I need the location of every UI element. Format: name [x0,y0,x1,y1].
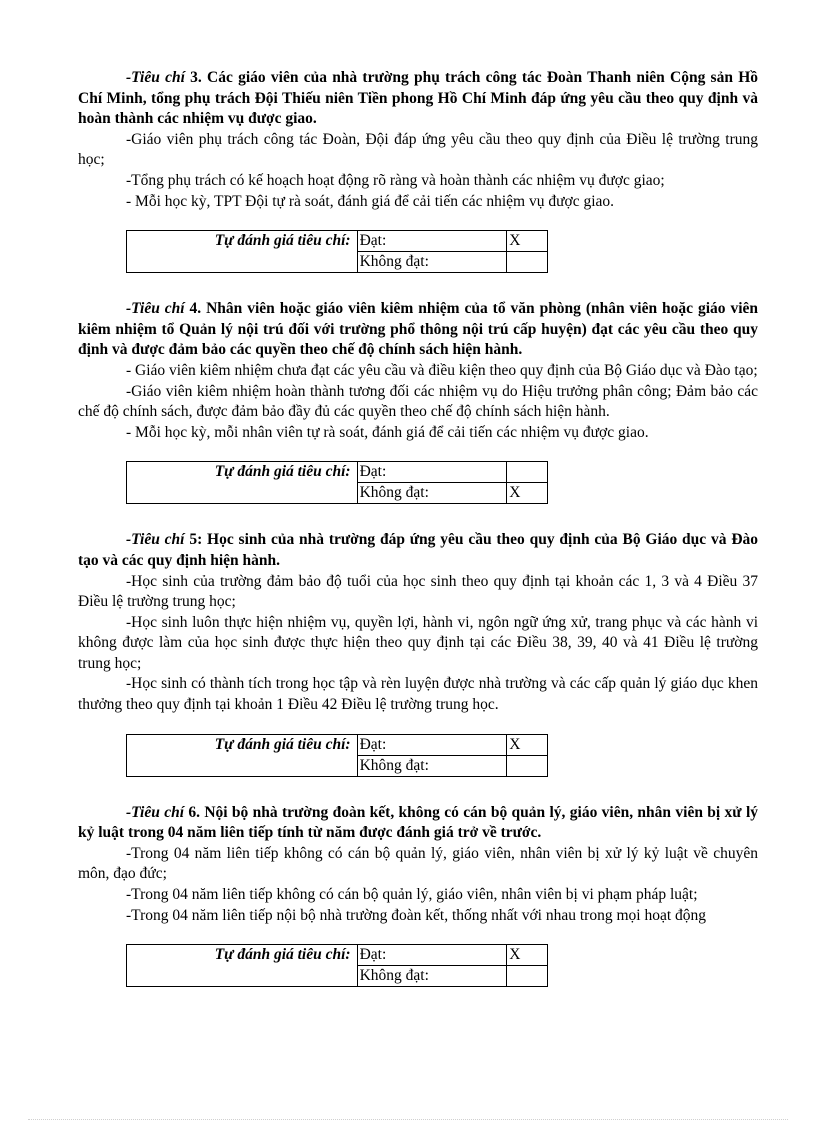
criterion-label: -Tiêu chí [126,531,185,549]
criterion-title: . Nhân viên hoặc giáo viên kiêm nhiệm của tổ văn phòng (nhân viên hoặc giáo viên kiêm nhiệm tổ Quản lý nội trú đối với trường phổ thông nội trú cấp huyện) đạt các yêu cầu theo quy định và được đảm bảo các quyền theo chế độ chính sách hiện hành. [78,300,759,359]
fail-mark [507,755,548,776]
pass-mark: X [507,231,548,252]
criterion-heading [78,68,758,130]
fail-option: Không đạt: [357,483,507,504]
fail-option: Không đạt: [357,755,507,776]
fail-mark: X [507,483,548,504]
criterion-item: - Giáo viên kiêm nhiệm chưa đạt các yêu cầu và điều kiện theo quy định của Bộ Giáo dục và Đào tạo; [126,361,758,379]
self-evaluation-table [126,734,548,777]
criterion-item: -Giáo viên phụ trách công tác Đoàn, Đội đáp ứng yêu cầu theo quy định của Điều lệ trường trung học; [78,130,758,169]
self-evaluation-table [126,944,548,987]
criterion-label: -Tiêu chí [126,803,185,821]
fail-option: Không đạt: [357,252,507,273]
criterion-title: . Nội bộ nhà trường đoàn kết, không có cán bộ quản lý, giáo viên, nhân viên bị xử lý kỷ luật trong 04 năm liên tiếp tính từ năm được đánh giá trở về trước. [78,803,759,842]
criterion-item: -Trong 04 năm liên tiếp không có cán bộ quản lý, giáo viên, nhân viên bị vi phạm pháp luật; [126,886,698,904]
criterion-number: 4 [184,300,198,318]
pass-option: Đạt: [357,734,507,755]
pass-mark: X [507,734,548,755]
pass-mark: X [507,945,548,966]
criterion-number: 5 [184,531,198,549]
criterion-4 [78,299,758,530]
document-page [78,68,758,987]
self-evaluation-table [126,230,548,273]
criterion-item: -Tổng phụ trách có kế hoạch hoạt động rõ ràng và hoàn thành các nhiệm vụ được giao; [126,171,665,189]
criterion-item: - Mỗi học kỳ, TPT Đội tự rà soát, đánh giá để cải tiến các nhiệm vụ được giao. [126,192,615,210]
self-evaluation-label: Tự đánh giá tiêu chí: [127,231,358,273]
pass-option: Đạt: [357,945,507,966]
criterion-3 [78,68,758,299]
criterion-label: -Tiêu chí [126,69,185,86]
page-bottom-divider [28,1119,788,1120]
criterion-title: . Các giáo viên của nhà trường phụ trách công tác Đoàn Thanh niên Cộng sản Hồ Chí Minh, tổng phụ trách Đội Thiếu niên Tiền phong Hồ Chí Minh đáp ứng yêu cầu theo quy định và hoàn thành các nhiệm vụ được giao. [78,69,759,128]
criterion-number: 3 [184,69,198,86]
self-evaluation-label: Tự đánh giá tiêu chí: [127,945,358,987]
criterion-item: -Học sinh luôn thực hiện nhiệm vụ, quyền lợi, hành vi, ngôn ngữ ứng xử, trang phục và các hành vi không được làm của học sinh được thực hiện theo quy định tại các Điều 38, 39, 40 và 41 Điều lệ trường trung học; [78,613,758,672]
criterion-heading [78,803,758,844]
criterion-item: - Mỗi học kỳ, mỗi nhân viên tự rà soát, đánh giá để cải tiến các nhiệm vụ được giao. [126,423,649,441]
fail-mark [507,966,548,987]
self-evaluation-label: Tự đánh giá tiêu chí: [127,734,358,776]
criterion-title: : Học sinh của nhà trường đáp ứng yêu cầu theo quy định của Bộ Giáo dục và Đào tạo và các quy định hiện hành. [78,531,759,569]
criterion-item: -Học sinh của trường đảm bảo độ tuổi của học sinh theo quy định tại khoản các 1, 3 và 4 Điều 37 Điều lệ trường trung học; [78,572,758,611]
criterion-item: -Trong 04 năm liên tiếp không có cán bộ quản lý, giáo viên, nhân viên bị xử lý kỷ luật về chuyên môn, đạo đức; [78,844,758,883]
criterion-heading [78,299,758,361]
criterion-5 [78,530,758,802]
pass-mark [507,462,548,483]
criterion-item: -Trong 04 năm liên tiếp nội bộ nhà trường đoàn kết, thống nhất với nhau trong mọi hoạt động [126,906,707,924]
pass-option: Đạt: [357,462,507,483]
criterion-item: -Giáo viên kiêm nhiệm hoàn thành tương đối các nhiệm vụ do Hiệu trưởng phân công; Đảm bảo các chế độ chính sách, được đảm bảo đầy đủ các quyền theo chế độ chính sách hiện hành. [78,382,758,421]
fail-option: Không đạt: [357,966,507,987]
fail-mark [507,252,548,273]
criterion-label: -Tiêu chí [126,300,185,318]
criterion-heading [78,530,758,571]
criterion-number: 6 [184,803,197,821]
criterion-6 [78,803,758,988]
criterion-item: -Học sinh có thành tích trong học tập và rèn luyện được nhà trường và các cấp quản lý giáo dục khen thưởng theo quy định tại khoản 1 Điều 42 Điều lệ trường trung học. [78,675,758,714]
pass-option: Đạt: [357,231,507,252]
self-evaluation-label: Tự đánh giá tiêu chí: [127,462,358,504]
self-evaluation-table [126,461,548,504]
